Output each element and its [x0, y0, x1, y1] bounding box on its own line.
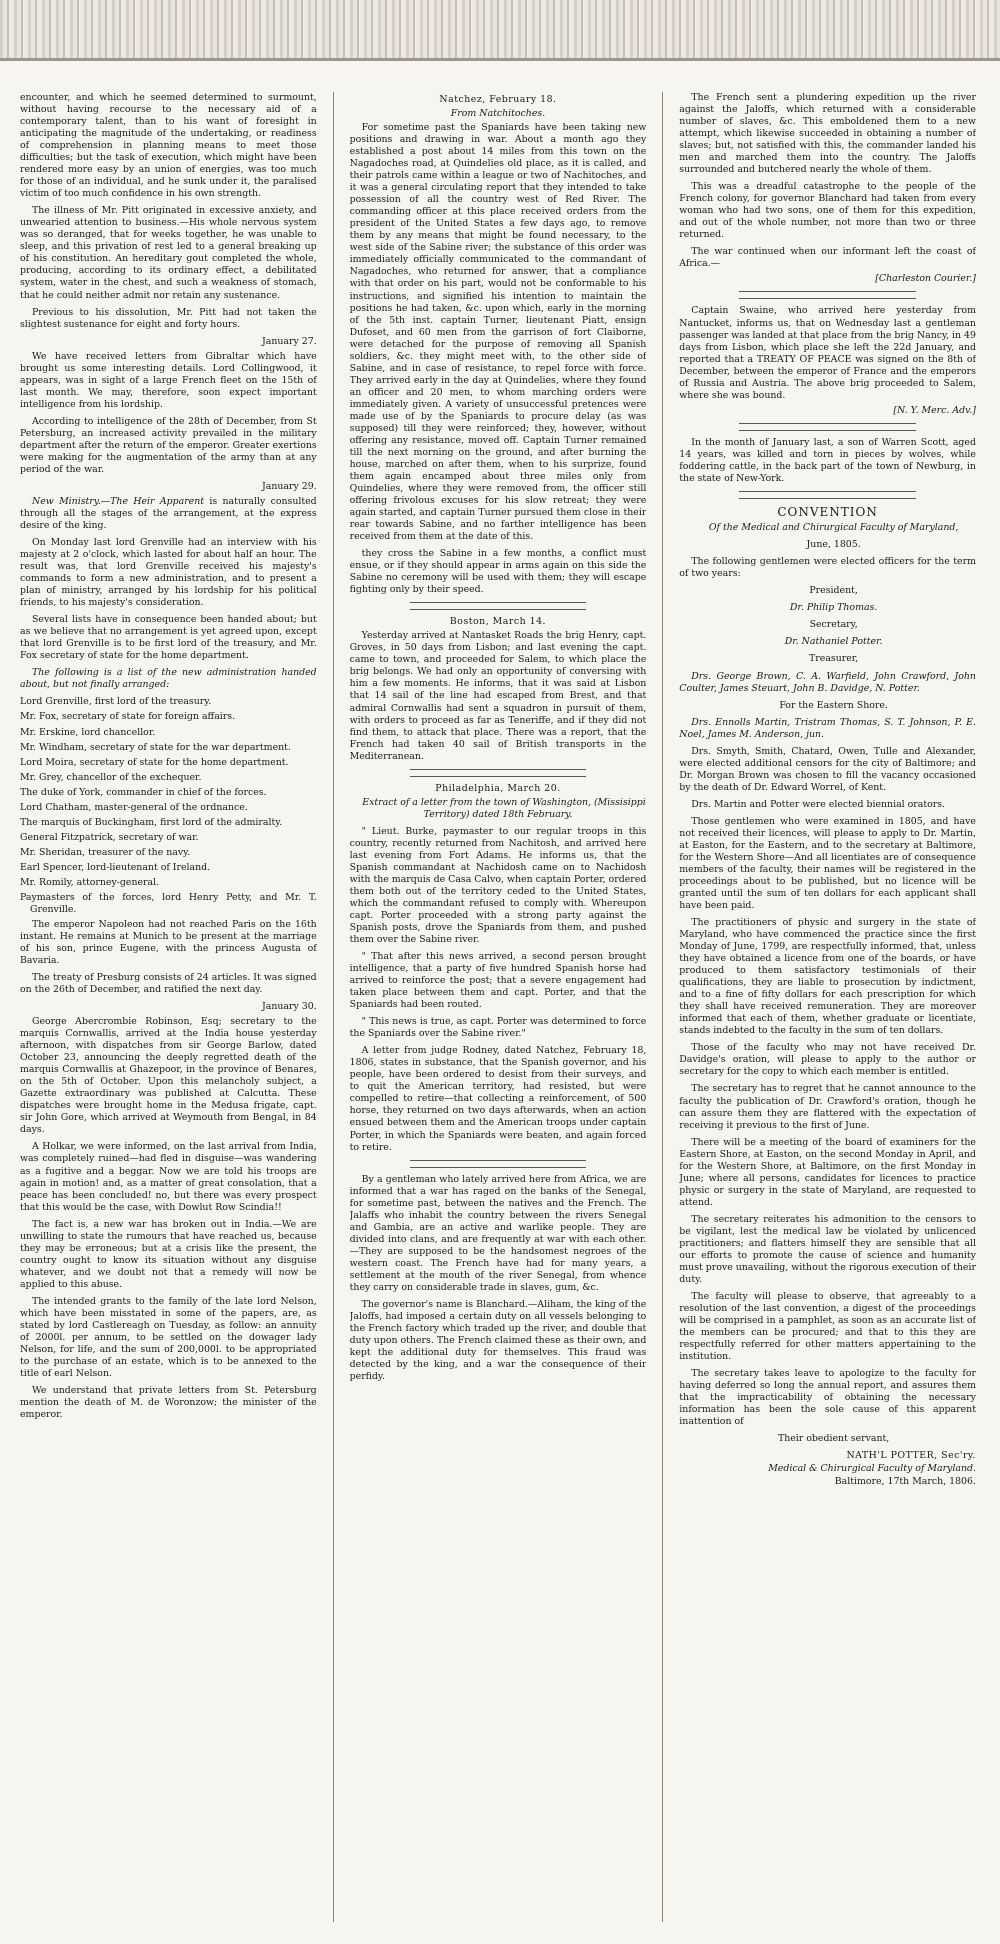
- paragraph: According to intelligence of the 28th of December, from St Petersburg, an increased activity prevailed in the military department after the return of the emperor. Greater exertions were making for the augmentation of the army than at any period of the war.: [20, 415, 317, 475]
- list-item: Mr. Sheridan, treasurer of the navy.: [20, 846, 191, 858]
- paragraph: This was a dreadful catastrophe to the people of the French colony, for governor Blanchard had taken from every woman who had two sons, one of them for this expedition, and out of the whole number, not more than two or three returned.: [679, 181, 976, 241]
- paragraph: The treaty of Presburg consists of 24 articles. It was signed on the 26th of December, and ratified the next day.: [20, 972, 317, 996]
- paragraph: Drs. Smyth, Smith, Chatard, Owen, Tulle and Alexander, were elected additional censors for the city of Baltimore; and Dr. Morgan Brown was chosen to fill the vacancy occasioned by the death of Dr. Edward Worrel, of Kent.: [679, 745, 976, 793]
- paragraph: Drs. Martin and Potter were elected biennial orators.: [691, 798, 946, 810]
- dateline: January 30.: [262, 1001, 317, 1013]
- office-title: Treasurer,: [809, 653, 859, 665]
- source-credit: [Charleston Courier.]: [875, 273, 976, 285]
- paragraph: The secretary has to regret that he cannot announce to the faculty the publication of Dr. Crawford's oration, though he can assure them they are flattered with the expectation of receiving it previous to the first of June.: [679, 1083, 976, 1131]
- list-item: Paymasters of the forces, lord Henry Petty, and Mr. T. Grenville.: [20, 891, 317, 915]
- eastern-shore-title: For the Eastern Shore.: [779, 699, 888, 711]
- paragraph: they cross the Sabine in a few months, a conflict must ensue, or if they should appear in arms again on this side the Sabine no ceremony will be used with them; they will escape fighting only by their speed.: [349, 548, 647, 596]
- paragraph: George Abercrombie Robinson, Esq; secretary to the marquis Cornwallis, arrived at the India house yesterday afternoon, with dispatches from sir George Barlow, dated October 23, announcing the deeply regretted death of the marquis Cornwallis at Ghazepoor, in the province of Benares, on the 5th of October. Upon this melancholy subject, a Gazette extraordinary was published at Calcutta. These dispatches were brought home in the Medusa frigate, capt. sir John Gore, which arrived at Weymouth from Bengal, in 84 days.: [20, 1016, 317, 1136]
- separator: [410, 1160, 587, 1168]
- subheading: From Natchitoches.: [450, 108, 546, 120]
- list-item: The marquis of Buckingham, first lord of the admiralty.: [20, 816, 283, 828]
- signature-name: NATH'L POTTER, Sec'ry.: [846, 1450, 976, 1462]
- paragraph: " Lieut. Burke, paymaster to our regular troops in this country, recently returned from Nachitosh, and arrived here last evening from Fort Adams. He informs us, that the Spanish commandant at Nachidosh came on to Nachidosh with the marquis de Casa Calvo, when captain Porter, ordered them both out of the territory ceded to the United States, which the commandant refused to comply with. Whereupon capt. Porter proceeded with a strong party against the Spanish posts, drove the Spaniards from them, and pushed them over the Sabine river.: [349, 825, 647, 946]
- scan-top-edge: [0, 0, 1000, 58]
- paragraph: The secretary reiterates his admonition to the censors to be vigilant, lest the medical law be violated by unlicenced practitioners; and flatters himself they are sensible that all our efforts to promote the cause of science and humanity must prove unavailing, without the rigorous execution of their duty.: [679, 1213, 976, 1285]
- paragraph: The war continued when our informant left the coast of Africa.—: [679, 246, 976, 270]
- paragraph: A letter from judge Rodney, dated Natchez, February 18, 1806, states in substance, that the Spanish governor, and his people, have been ordered to desist from their surveys, and to quit the American territory, had resisted, but were compelled to retire—that collecting a reinforcement, of 500 horse, they returned on two days afterwards, when an action ensued between them and the American troops under captain Porter, in which the Spaniards were beaten, and again forced to retire.: [349, 1045, 647, 1153]
- list-item: Mr. Grey, chancellor of the exchequer.: [20, 771, 202, 783]
- paragraph: The faculty will please to observe, that agreeably to a resolution of the last convention, a digest of the proceedings will be comprised in a pamphlet, as soon as an accurate list of the members can be procured; and that to this they are respectfully referred for other matters appertaining to the institution.: [679, 1290, 976, 1363]
- signature-place: Baltimore, 17th March, 1806.: [834, 1476, 976, 1488]
- list-item: Mr. Romily, attorney-general.: [20, 876, 160, 888]
- dateline: Natchez, February 18.: [439, 94, 557, 105]
- paragraph: The following gentlemen were elected officers for the term of two years:: [679, 556, 976, 580]
- convention-date: June, 1805.: [806, 539, 861, 551]
- paragraph: The practitioners of physic and surgery in the state of Maryland, who have commenced the practice since the first Monday of June, 1799, are respectfully informed, that, unless they have obtained a licence from one of the boards, or have produced to them satisfactory testimonials of their qualifications, they are liable to prosecution by indictment, and to a fine of fifty dollars for each prescription for which they shall have received remuneration. They are moreover informed that each of them, whether graduate or licentiate, stands indebted to the faculty in the sum of ten dollars.: [679, 917, 976, 1037]
- paragraph: A Holkar, we were informed, on the last arrival from India, was completely ruined—had fled in disguise—was wandering as a fugitive and a beggar. Now we are told his troops are again in motion! and, as a matter of great consolation, that a peace has been concluded! no, but there was every prospect that this would be the case, with Dowlut Row Scindia!!: [20, 1141, 317, 1213]
- paragraph: We understand that private letters from St. Petersburg mention the death of M. de Woronzow; the minister of the emperor.: [20, 1385, 317, 1421]
- paragraph: Several lists have in consequence been handed about; but as we believe that no arrangement is yet agreed upon, except that lord Grenville is to be first lord of the treasury, and Mr. Fox secretary of state for the home department.: [20, 614, 317, 662]
- dateline: January 27.: [262, 335, 317, 347]
- scan-top-rule: [0, 58, 1000, 61]
- paragraph: On Monday last lord Grenville had an interview with his majesty at 2 o'clock, which lasted for about half an hour. The result was, that lord Grenville received his majesty's commands to form a new administration, and to present a plan of ministry, arranged by his lordship for his political friends, to his majesty's consideration.: [20, 537, 317, 609]
- eastern-examiners: Drs. Ennolls Martin, Tristram Thomas, S. T. Johnson, P. E. Noel, James M. Anderson, jun.: [679, 716, 976, 740]
- separator: [739, 423, 916, 431]
- separator: [739, 291, 916, 299]
- list-item: Mr. Fox, secretary of state for foreign affairs.: [20, 711, 236, 723]
- lead-phrase: New Ministry.—The Heir Apparent: [32, 495, 205, 507]
- paragraph: The intended grants to the family of the late lord Nelson, which have been misstated in some of the papers, are, as stated by lord Castlereagh on Tuesday, as follow: an annuity of 2000l. per annum, to be settled on the dowager lady Nelson, for life, and the sum of 200,000l. to be appropriated to the purchase of an estate, which is to be annexed to the title of earl Nelson.: [20, 1295, 317, 1379]
- paragraph: Yesterday arrived at Nantasket Roads the brig Henry, capt. Groves, in 50 days from Lisbon; and last evening the capt. came to town, and proceeded for Salem, to which place the brig belongs. We had only an opportunity of conversing with him a few moments. He informs, that it was said at Lisbon that 14 sail of the line had escaped from Brest, and that admiral Cornwallis had sent a squadron in pursuit of them, with orders to proceed as far as Teneriffe, and if they did not find them, to attack that place. There was a report, that the French had taken 40 sail of British transports in the Mediterranean.: [349, 630, 647, 762]
- officer-name: Dr. Nathaniel Potter.: [784, 636, 883, 648]
- office-title: President,: [809, 585, 858, 597]
- separator: [410, 769, 587, 777]
- columns: [20, 92, 976, 1922]
- dateline: Philadelphia, March 20.: [435, 782, 561, 794]
- paragraph: The governor's name is Blanchard.—Aliham, the king of the Jaloffs, had imposed a certain duty on all vessels belonging to the French factory which traded up the river, and double that duty upon others. The French claimed these as their own, and kept the additional duty for themselves. This fraud was detected by the king, and a war the consequence of their perfidy.: [349, 1298, 647, 1383]
- western-examiners: Drs. George Brown, C. A. Warfield, John Crawford, John Coulter, James Steuart, John B. Davidge, N. Potter.: [679, 670, 976, 694]
- office-title: Secretary,: [809, 619, 858, 631]
- paragraph: The illness of Mr. Pitt originated in excessive anxiety, and unwearied attention to business.—His whole nervous system was so deranged, that for weeks together, he was unable to sleep, and this privation of rest led to a general breaking up of his constitution. An hereditary gout completed the whole, producing, according to its ordinary effect, a debilitated system, water in the chest, and such a weakness of stomach, that he could neither admit nor retain any sustenance.: [20, 205, 317, 301]
- source-credit: [N. Y. Merc. Adv.]: [893, 404, 976, 416]
- paragraph: " This news is true, as capt. Porter was determined to force the Spaniards over the Sabine river.": [349, 1016, 647, 1040]
- ministry-list: [20, 696, 317, 915]
- paragraph: Previous to his dissolution, Mr. Pitt had not taken the slightest sustenance for eight and forty hours.: [20, 306, 317, 330]
- paragraph: Those gentlemen who were examined in 1805, and have not received their licences, will please to apply to Dr. Martin, at Easton, for the Eastern, and to the secretary at Baltimore, for the Western Shore—And all licentiates are of consequence members of the faculty, their names will be registered in the proceedings about to be published, but no licence will be granted until the sum of ten dollars for each applicant shall have been paid.: [679, 815, 976, 912]
- paragraph: The secretary takes leave to apologize to the faculty for having deferred so long the annual report, and assures them that the impracticability of obtaining the necessary information has been the sole cause of this apparent inattention of: [679, 1368, 976, 1428]
- list-item: Mr. Erskine, lord chancellor.: [20, 726, 156, 738]
- paragraph-text: is naturally consulted through all the stages of the arrangement, at the express desire of the king.: [20, 495, 317, 532]
- column-rule: [662, 92, 663, 1922]
- list-item: The duke of York, commander in chief of the forces.: [20, 786, 267, 798]
- list-heading: The following is a list of the new administration handed about, but not finally arranged:: [20, 667, 317, 691]
- column-rule: [333, 92, 334, 1922]
- paragraph: In the month of January last, a son of Warren Scott, aged 14 years, was killed and torn in pieces by wolves, while foddering cattle, in the back part of the town of Newburg, in the state of New-York.: [679, 436, 976, 484]
- paragraph: " That after this news arrived, a second person brought intelligence, that a party of five hundred Spanish horse had arrived to reinforce the post; that a severe engagement had taken place between them and capt. Porter, and that the Spaniards had been routed.: [349, 951, 647, 1011]
- convention-title: CONVENTION: [777, 504, 878, 519]
- paragraph: The emperor Napoleon had not reached Paris on the 16th instant. He remains at Munich to be present at the marriage of his son, prince Eugene, with the princess Augusta of Bavaria.: [20, 918, 317, 966]
- paragraph: For sometime past the Spaniards have been taking new positions and drawing in war. About a month ago they established a post about 14 miles from this town on the Nagadoches road, at Quindelies old place, as it is called, and their patrols came within a league or two of Nachitoches, and it was a general circulating report that they intended to take possession of all the country west of Red River. The commanding officer at this place received orders from the president of the United States a few days ago, to remove them by any means that might be found necessary, to the west side of the Sabine river; the substance of this order was immediately officially communicated to the commandant of Nagadoches, who returned for answer, that a compliance with that order on his part, would not be conformable to his instructions, and signified his intention to maintain the positions he had taken, &c. upon which, early in the morning of the 5th inst. captain Turner, lieutenant Piatt, ensign Dufoset, and 60 men from the garrison of fort Claiborne, were detached for the purpose of removing all Spanish soldiers, &c. they might meet with, to the other side of Sabine, and in case of resistance, to repel force with force. They arrived early in the day at Quindelies, where they found an officer and 20 men, to whom marching orders were immediately given. A variety of unsuccessful pretences were made use of by the Spaniards to procure delay (as was supposed) till they were reinforced; they, however, without offering any resistance, moved off. Captain Turner remained till the next morning on the ground, and after burning the house, marched on after them, when to his surprize, found them again encamped about three miles only from Quindelies, where they were removed from, the officer still offering frivolous excuses for his slow retreat; they were again started, and captain Turner pursued them close in their rear towards Sabine, and no farther intelligence has been received from them at the date of this.: [349, 122, 647, 543]
- column-1: [20, 92, 317, 1922]
- paragraph: The French sent a plundering expedition up the river against the Jaloffs, which returned with a considerable number of slaves, &c. This emboldened them to a new attempt, which likewise succeeded in obtaining a number of slaves; but, not satisfied with this, the commander landed his men and marched them into the country. The Jaloffs surrounded and butchered nearly the whole of them.: [679, 92, 976, 176]
- paragraph: encounter, and which he seemed determined to surmount, without having recourse to the necessary aid of a contemporary talent, than to his want of foresight in anticipating the magnitude of the undertaking, or readiness of comprehension in planning means to meet those difficulties; but the task of execution, which might have been rendered more easy by an union of energies, was too much for those of an individual, and he sunk under it, the paralised victim of too much confidence in his own strength.: [20, 92, 317, 200]
- column-2: [350, 92, 647, 1922]
- list-item: Lord Grenville, first lord of the treasury.: [20, 696, 212, 708]
- closing: Their obedient servant,: [777, 1433, 890, 1445]
- separator: [739, 491, 916, 499]
- paragraph: There will be a meeting of the board of examiners for the Eastern Shore, at Easton, on the second Monday in April, and for the Western Shore, at Baltimore, on the first Monday in June; where all persons, candidates for licences to practice physic or surgery in the state of Maryland, are requested to attend.: [679, 1136, 976, 1208]
- paragraph: Captain Swaine, who arrived here yesterday from Nantucket, informs us, that on Wednesday last a gentleman passenger was landed at that place from the brig Nancy, in 49 days from Lisbon, which place she left the 22d January, and reported that a TREATY OF PEACE was signed on the 8th of December, between the emperor of France and the emperors of Russia and Austria. The above brig proceeded to Salem, where she was bound.: [679, 305, 976, 401]
- dateline: January 29.: [262, 480, 317, 492]
- column-3: [679, 92, 976, 1922]
- signature-title: Medical & Chirurgical Faculty of Maryland.: [768, 1463, 976, 1475]
- paragraph: Those of the faculty who may not have received Dr. Davidge's oration, will please to apply to the author or secretary for the copy to which each member is entitled.: [679, 1042, 976, 1078]
- list-item: Lord Moira, secretary of state for the home department.: [20, 756, 289, 768]
- list-item: Lord Chatham, master-general of the ordnance.: [20, 801, 248, 813]
- extract-heading: Extract of a letter from the town of Washington, (Missisippi Territory) dated 18th February.: [362, 796, 646, 820]
- list-item: Earl Spencer, lord-lieutenant of Ireland.: [20, 861, 211, 873]
- paragraph: We have received letters from Gibraltar which have brought us some interesting details. Lord Collingwood, it appears, was in sight of a large French fleet on the 15th of last month. We may, therefore, soon expect important intelligence from his lordship.: [20, 350, 317, 410]
- paragraph: The fact is, a new war has broken out in India.—We are unwilling to state the rumours that have reached us, because they may be erroneous; but at a crisis like the present, the country ought to know its situation without any disguise whatever, and we doubt not that a remedy will now be applied to this abuse.: [20, 1218, 317, 1290]
- paragraph: By a gentleman who lately arrived here from Africa, we are informed that a war has raged on the banks of the Senegal, for sometime past, between the natives and the French. The Jalaffs who inhabit the country between the rivers Senegal and Gambia, are an active and warlike people. They are divided into clans, and are frequently at war with each other.—They are supposed to be the handsomest negroes of the western coast. The French have had for many years, a settlement at the mouth of the river Senegal, from whence they carry on considerable trade in slaves, gum, &c.: [349, 1173, 647, 1293]
- paragraph: [20, 496, 317, 532]
- separator: [410, 602, 587, 610]
- list-item: General Fitzpatrick, secretary of war.: [20, 831, 199, 843]
- dateline: Boston, March 14.: [449, 616, 547, 628]
- convention-subtitle: Of the Medical and Chirurgical Faculty of Maryland,: [708, 522, 959, 534]
- officer-name: Dr. Philip Thomas.: [789, 602, 878, 614]
- list-item: Mr. Windham, secretary of state for the war department.: [20, 741, 291, 753]
